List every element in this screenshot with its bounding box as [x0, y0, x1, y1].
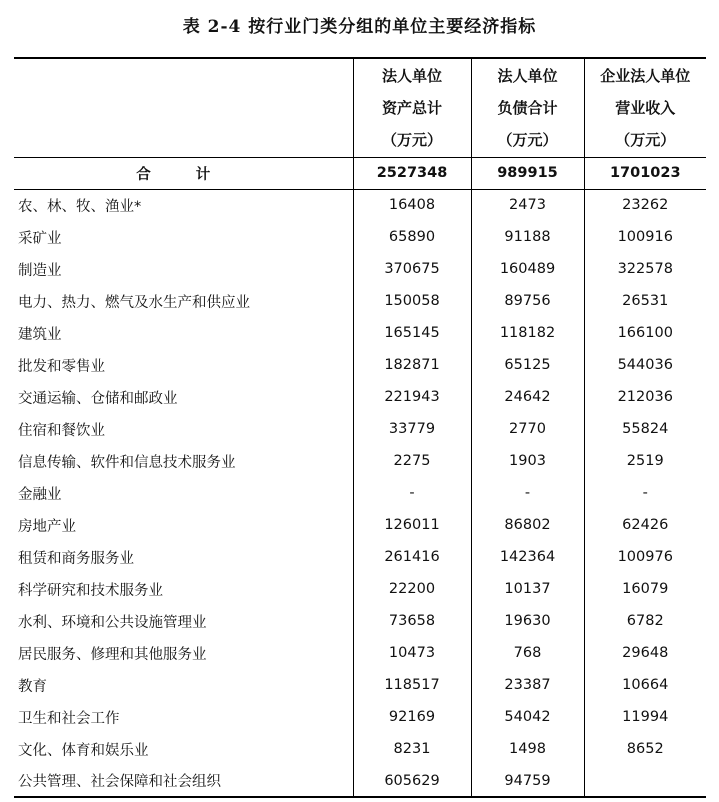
assets-cell: 33779	[353, 413, 471, 445]
liabilities-cell: 65125	[471, 349, 584, 381]
industry-cell: 住宿和餐饮业	[18, 422, 105, 439]
total-row	[14, 157, 706, 189]
header-revenue: 企业法人单位 营业收入 （万元）	[584, 58, 706, 157]
revenue-cell: 29648	[584, 637, 706, 669]
industry-cell: 公共管理、社会保障和社会组织	[14, 765, 353, 797]
table-row	[14, 317, 706, 349]
industry-cell: 建筑业	[18, 326, 62, 343]
table-row	[14, 253, 706, 285]
liabilities-cell: 118182	[471, 317, 584, 349]
table-row	[14, 541, 706, 573]
economic-indicators-table	[14, 57, 706, 798]
industry-cell: 采矿业	[18, 230, 62, 247]
table-row	[14, 381, 706, 413]
liabilities-cell: 2473	[471, 189, 584, 221]
table-row	[14, 765, 706, 797]
table-row	[14, 573, 706, 605]
table-row	[14, 349, 706, 381]
assets-cell: 65890	[353, 221, 471, 253]
industry-cell: 水利、环境和公共设施管理业	[18, 614, 207, 631]
revenue-cell: 16079	[584, 573, 706, 605]
revenue-cell: 544036	[584, 349, 706, 381]
liabilities-cell: 160489	[471, 253, 584, 285]
header-row	[14, 58, 706, 157]
industry-cell: 房地产业	[18, 518, 76, 535]
assets-cell: 73658	[353, 605, 471, 637]
table-row	[14, 285, 706, 317]
assets-cell: 2275	[353, 445, 471, 477]
revenue-cell: 6782	[584, 605, 706, 637]
industry-cell: 金融业	[18, 486, 62, 503]
liabilities-cell: 1498	[471, 733, 584, 765]
industry-cell: 文化、体育和娱乐业	[18, 742, 149, 759]
table-row	[14, 701, 706, 733]
table-title: 表 2-4 按行业门类分组的单位主要经济指标	[182, 17, 537, 37]
revenue-cell: 23262	[584, 189, 706, 221]
industry-cell: 科学研究和技术服务业	[18, 582, 163, 599]
industry-cell: 居民服务、修理和其他服务业	[18, 646, 207, 663]
revenue-cell: 62426	[584, 509, 706, 541]
revenue-cell: 8652	[584, 733, 706, 765]
liabilities-cell: 54042	[471, 701, 584, 733]
industry-cell: 农、林、牧、渔业*	[18, 198, 142, 215]
revenue-cell: 26531	[584, 285, 706, 317]
industry-cell: 制造业	[18, 262, 62, 279]
liabilities-cell: 2770	[471, 413, 584, 445]
revenue-cell: 166100	[584, 317, 706, 349]
total-liabilities: 989915	[471, 157, 584, 189]
header-assets: 法人单位 资产总计 （万元）	[353, 58, 471, 157]
assets-cell: 126011	[353, 509, 471, 541]
table-row	[14, 637, 706, 669]
liabilities-cell: 142364	[471, 541, 584, 573]
assets-cell: 221943	[353, 381, 471, 413]
revenue-cell: -	[584, 477, 706, 509]
revenue-cell: 55824	[584, 413, 706, 445]
assets-cell: 10473	[353, 637, 471, 669]
liabilities-cell: 91188	[471, 221, 584, 253]
liabilities-cell: 768	[471, 637, 584, 669]
liabilities-cell: 10137	[471, 573, 584, 605]
table-row	[14, 605, 706, 637]
table-row	[14, 445, 706, 477]
assets-cell: 165145	[353, 317, 471, 349]
header-liabilities: 法人单位 负债合计 （万元）	[471, 58, 584, 157]
table-row	[14, 189, 706, 221]
assets-cell: 8231	[353, 733, 471, 765]
revenue-cell: 2519	[584, 445, 706, 477]
header-industry	[14, 58, 353, 157]
assets-cell: 16408	[353, 189, 471, 221]
liabilities-cell: 19630	[471, 605, 584, 637]
assets-cell: 150058	[353, 285, 471, 317]
revenue-cell: 212036	[584, 381, 706, 413]
liabilities-cell: 23387	[471, 669, 584, 701]
assets-cell: -	[353, 477, 471, 509]
revenue-cell: 100916	[584, 221, 706, 253]
assets-cell: 22200	[353, 573, 471, 605]
assets-cell: 605629	[353, 765, 471, 797]
liabilities-cell: 24642	[471, 381, 584, 413]
liabilities-cell: 89756	[471, 285, 584, 317]
table-row	[14, 669, 706, 701]
assets-cell: 118517	[353, 669, 471, 701]
revenue-cell: 10664	[584, 669, 706, 701]
liabilities-cell: -	[471, 477, 584, 509]
table-row	[14, 509, 706, 541]
revenue-cell: 100976	[584, 541, 706, 573]
liabilities-cell: 1903	[471, 445, 584, 477]
total-revenue: 1701023	[584, 157, 706, 189]
revenue-cell: 322578	[584, 253, 706, 285]
table-row	[14, 477, 706, 509]
industry-cell: 批发和零售业	[18, 358, 105, 375]
revenue-cell: 11994	[584, 701, 706, 733]
industry-cell: 租赁和商务服务业	[18, 550, 134, 567]
assets-cell: 370675	[353, 253, 471, 285]
assets-cell: 92169	[353, 701, 471, 733]
industry-cell: 卫生和社会工作	[18, 710, 120, 727]
assets-cell: 182871	[353, 349, 471, 381]
industry-cell: 电力、热力、燃气及水生产和供应业	[18, 294, 250, 311]
liabilities-cell: 86802	[471, 509, 584, 541]
industry-cell: 交通运输、仓储和邮政业	[18, 390, 178, 407]
table-row	[14, 733, 706, 765]
total-label: 合 计	[14, 157, 353, 189]
table-row	[14, 221, 706, 253]
table-row	[14, 413, 706, 445]
revenue-cell	[584, 765, 706, 797]
total-assets: 2527348	[353, 157, 471, 189]
assets-cell: 261416	[353, 541, 471, 573]
industry-cell: 信息传输、软件和信息技术服务业	[18, 454, 236, 471]
liabilities-cell: 94759	[471, 765, 584, 797]
industry-cell: 教育	[18, 678, 47, 695]
